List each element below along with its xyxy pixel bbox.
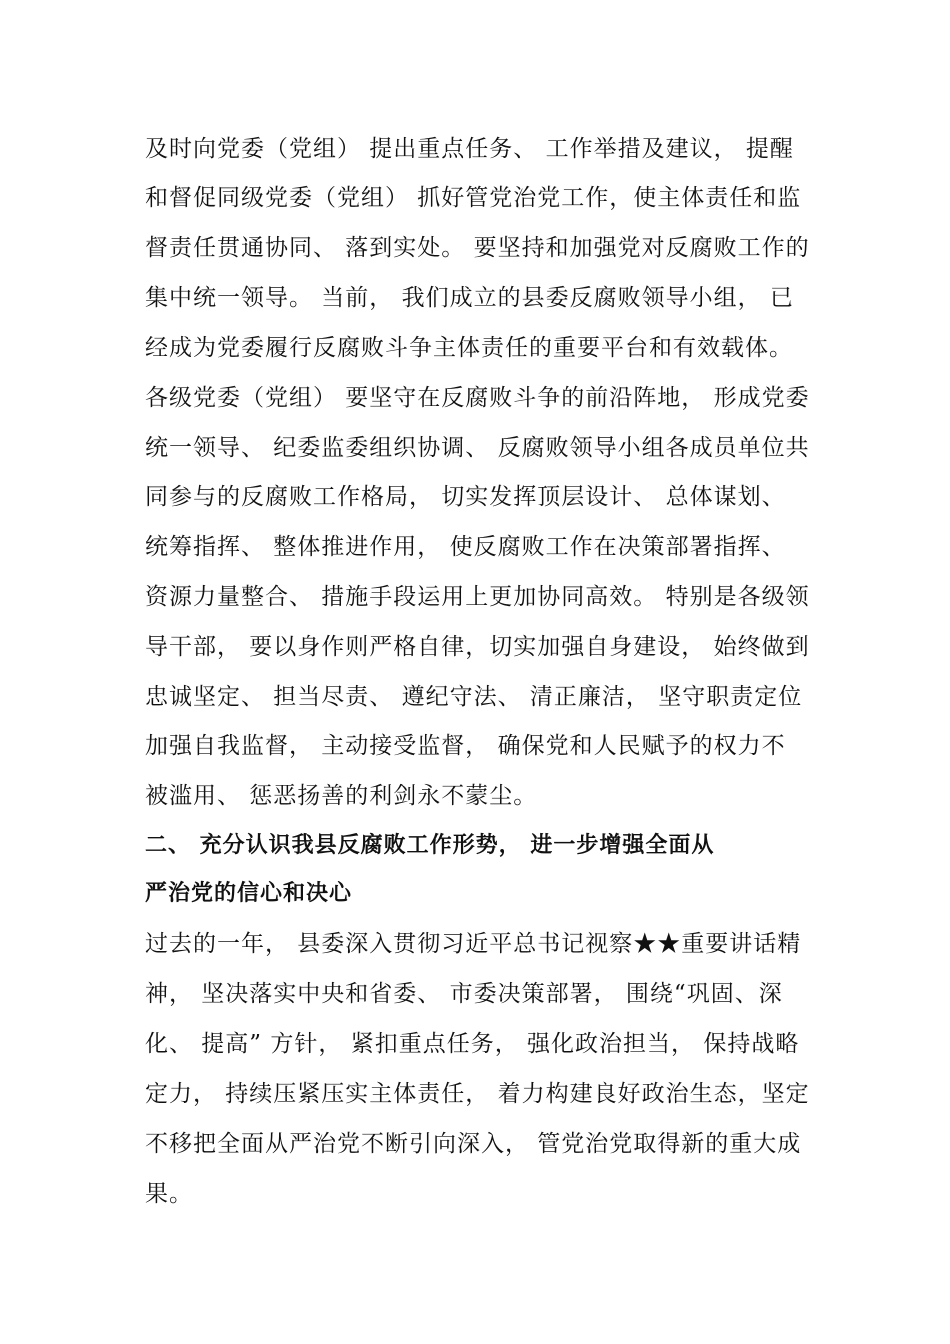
paragraph-line: 同参与的反腐败工作格局， 切实发挥顶层设计、 总体谋划、 xyxy=(145,484,786,510)
paragraph-line: 导干部， 要以身作则严格自律，切实加强自身建设， 始终做到 xyxy=(145,634,810,660)
paragraph-line: 资源力量整合、 措施手段运用上更加协同高效。 特别是各级领 xyxy=(145,584,810,610)
paragraph-line: 定力， 持续压紧压实主体责任， 着力构建良好政治生态，坚定 xyxy=(145,1081,810,1107)
paragraph-line: 及时向党委（党组） 提出重点任务、 工作举措及建议， 提醒 xyxy=(145,136,794,162)
section-heading: 二、 充分认识我县反腐败工作形势， 进一步增强全面从 xyxy=(145,833,715,858)
paragraph-line: 神， 坚决落实中央和省委、 市委决策部署， 围绕“巩固、深 xyxy=(145,981,783,1007)
paragraph-line: 过去的一年， 县委深入贯彻习近平总书记视察★★重要讲话精 xyxy=(145,931,802,957)
paragraph-line: 和督促同级党委（党组） 抓好管党治党工作，使主体责任和监 xyxy=(145,185,802,211)
paragraph-line: 加强自我监督， 主动接受监督， 确保党和人民赋予的权力不 xyxy=(145,733,786,759)
paragraph-line: 果。 xyxy=(145,1181,193,1207)
paragraph-line: 忠诚坚定、 担当尽责、 遵纪守法、 清正廉洁， 坚守职责定位 xyxy=(145,684,803,710)
paragraph-line: 各级党委（党组） 要坚守在反腐败斗争的前沿阵地， 形成党委 xyxy=(145,385,810,411)
paragraph-line: 集中统一领导。 当前， 我们成立的县委反腐败领导小组， 已 xyxy=(145,285,794,311)
paragraph-line: 经成为党委履行反腐败斗争主体责任的重要平台和有效载体。 xyxy=(145,335,793,361)
paragraph-line: 督责任贯通协同、 落到实处。 要坚持和加强党对反腐败工作的 xyxy=(145,235,810,261)
paragraph-line: 化、 提高” 方针， 紧扣重点任务， 强化政治担当， 保持战略 xyxy=(145,1031,800,1057)
paragraph-line: 统一领导、 纪委监委组织协调、 反腐败领导小组各成员单位共 xyxy=(145,435,810,461)
paragraph-line: 被滥用、 惩恶扬善的利剑永不蒙尘。 xyxy=(145,783,538,809)
paragraph-line: 不移把全面从严治党不断引向深入， 管党治党取得新的重大成 xyxy=(145,1131,802,1157)
section-heading: 严治党的信心和决心 xyxy=(145,881,353,906)
paragraph-line: 统筹指挥、 整体推进作用， 使反腐败工作在决策部署指挥、 xyxy=(145,534,786,560)
